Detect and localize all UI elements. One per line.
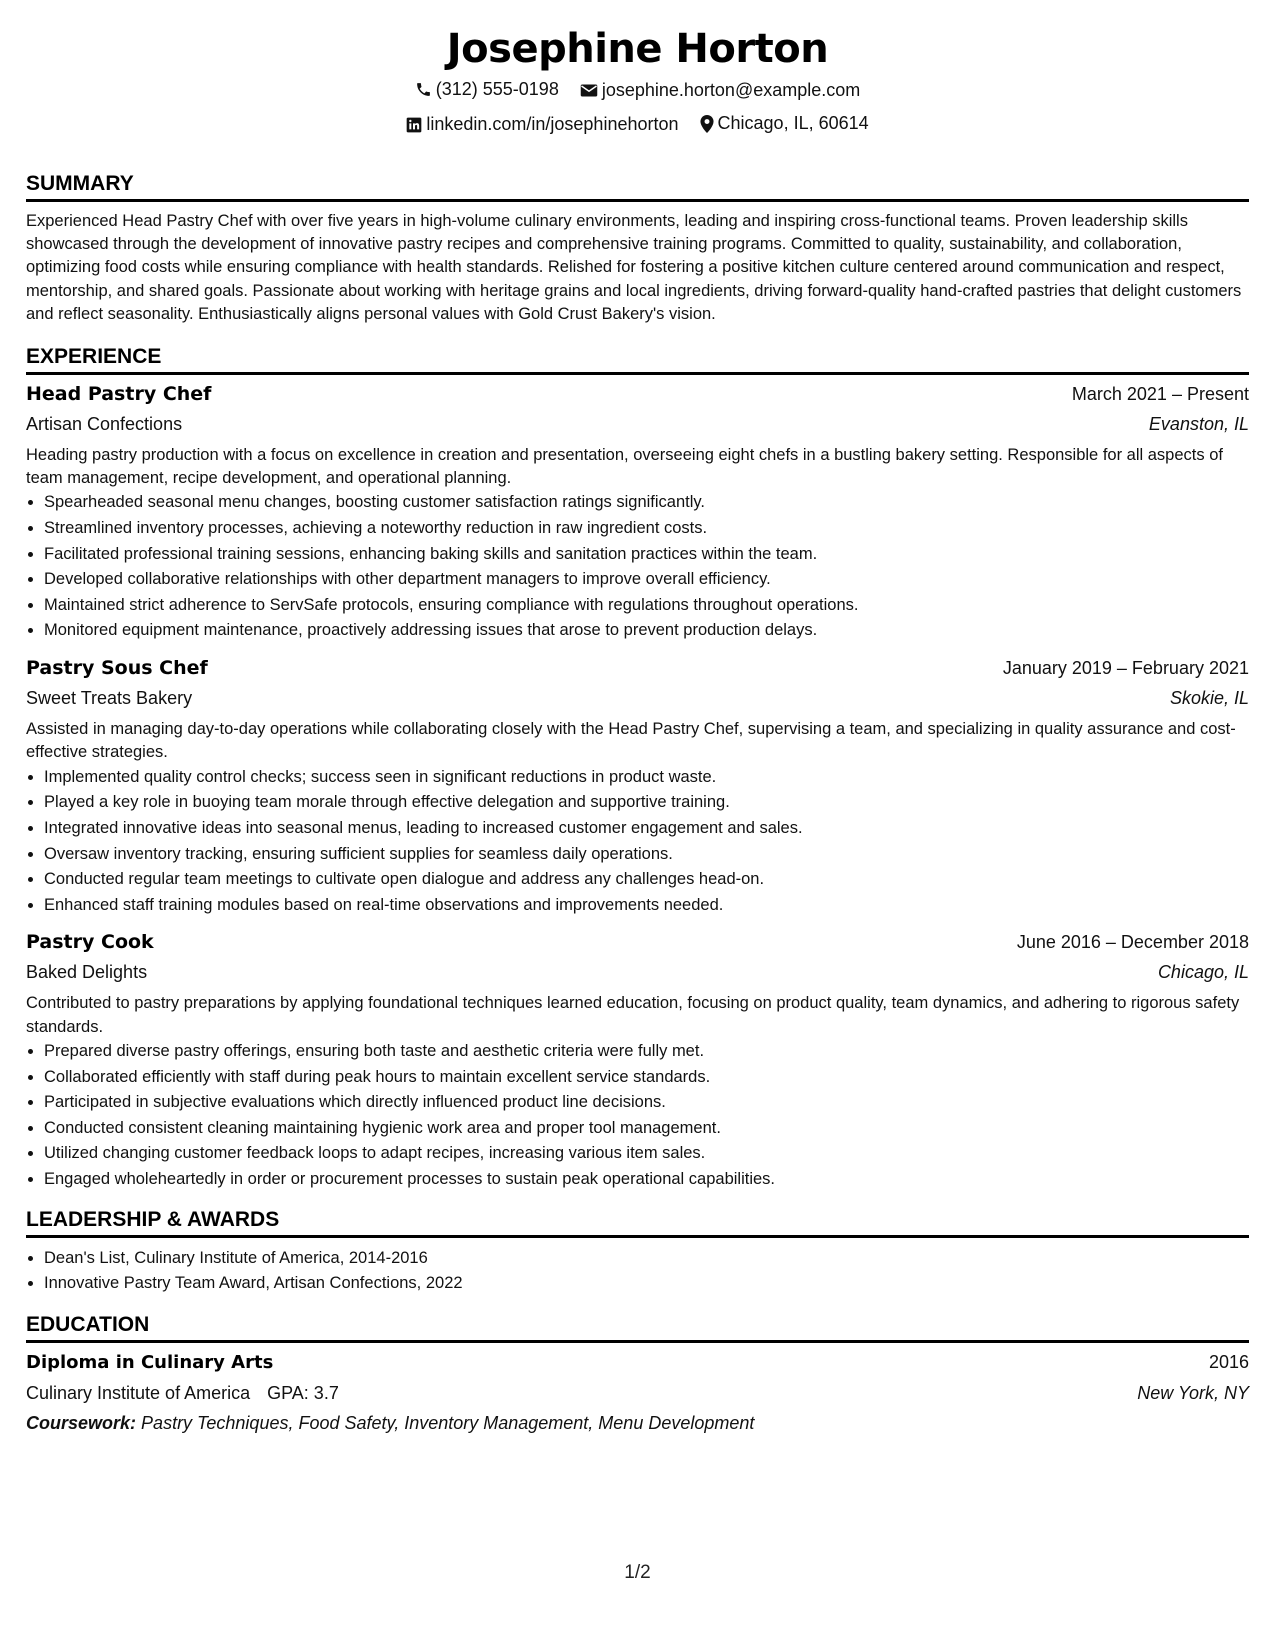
job-title: Pastry Sous Chef [26, 656, 208, 679]
job-company: Sweet Treats Bakery [26, 687, 193, 708]
coursework [26, 1408, 1249, 1438]
contact-row-2 [26, 108, 1249, 143]
job-title: Head Pastry Chef [26, 382, 212, 405]
school-info [26, 1378, 339, 1408]
list-item: • Participated in subjective evaluations which directly influenced product line decisions. [44, 1090, 1249, 1116]
contact-row-1 [26, 74, 1249, 108]
list-item: • Implemented quality control checks; success seen in significant reductions in product waste. [44, 765, 1249, 791]
linkedin-url[interactable]: linkedin.com/in/josephinehorton [426, 114, 679, 134]
candidate-name: Josephine Horton [446, 26, 829, 72]
list-item: • Played a key role in buoying team morale through effective delegation and supportive training. [44, 790, 1249, 816]
education-section [26, 1312, 1249, 1438]
coursework-list: Pastry Techniques, Food Safety, Inventory Management, Menu Development [141, 1412, 755, 1433]
summary-text: Experienced Head Pastry Chef with over five years in high-volume culinary environments, leading and inspiring cross-functional teams. Proven leadership skills showcased through the development of innovative pastry recipes and comprehensive training programs. Committed to quality, sustainability, and collaboration, optimizing food costs while ensuring compliance with health standards. Relished for fostering a positive kitchen culture centered around communication and respect, mentorship, and shared goals. Passionate about working with heritage grains and local ingredients, driving forward-quality hand-crafted pastries that delight customers and reflect seasonality. Enthusiastically aligns personal values with Gold Crust Bakery's vision. [26, 211, 1242, 324]
job-description: Contributed to pastry preparations by applying foundational techniques learned education, focusing on product quality, team dynamics, and adhering to rigorous safety standards. [26, 994, 1240, 1036]
list-item: • Engaged wholeheartedly in order or procurement processes to sustain peak operational capabilities. [44, 1167, 1249, 1193]
list-item: • Integrated innovative ideas into seasonal menus, leading to increased customer engagement and sales. [44, 816, 1249, 842]
job-bullets [26, 765, 1249, 919]
education-heading: EDUCATION [26, 1312, 1249, 1343]
list-item: • Conducted consistent cleaning maintaining hygienic work area and proper tool management. [44, 1116, 1249, 1142]
job-location: Chicago, IL [1157, 962, 1249, 983]
phone-number: (312) 555-0198 [435, 79, 559, 99]
location-text: Chicago, IL, 60614 [717, 113, 869, 133]
resume-page [26, 0, 1249, 1438]
summary-section [26, 171, 1249, 327]
job-location: Skokie, IL [1169, 687, 1249, 708]
job-bullets [26, 1039, 1249, 1193]
job-dates: June 2016 – December 2018 [1016, 932, 1249, 953]
job-subheader [26, 683, 1249, 713]
list-item: • Dean's List, Culinary Institute of America, 2014-2016 [44, 1246, 1249, 1272]
job-description: Assisted in managing day-to-day operations while collaborating closely with the Head Pastry Chef, supervising a team, and specializing in quality assurance and cost-effective strategies. [26, 719, 1236, 762]
degree-title: Diploma in Culinary Arts [26, 1351, 274, 1373]
resume-header [26, 0, 1249, 143]
email-contact[interactable] [580, 75, 860, 106]
job-header [26, 379, 1249, 409]
job-header [26, 653, 1249, 683]
job-subheader [26, 957, 1249, 987]
job-bullets [26, 490, 1249, 644]
email-address[interactable]: josephine.horton@example.com [601, 80, 861, 100]
list-item: • Innovative Pastry Team Award, Artisan Confections, 2022 [44, 1271, 1249, 1297]
job-entry [26, 653, 1249, 918]
list-item: • Oversaw inventory tracking, ensuring sufficient supplies for seamless daily operations. [44, 842, 1249, 868]
awards-section [26, 1207, 1249, 1297]
job-header [26, 927, 1249, 957]
linkedin-contact[interactable] [406, 109, 678, 140]
education-subheader [26, 1378, 1249, 1408]
education-header [26, 1347, 1249, 1378]
phone-contact [415, 74, 559, 105]
list-item: • Developed collaborative relationships with other department managers to improve overall efficiency. [44, 567, 1249, 593]
list-item: • Streamlined inventory processes, achieving a noteworthy reduction in raw ingredient costs. [44, 516, 1249, 542]
job-title: Pastry Cook [26, 931, 154, 954]
list-item: • Prepared diverse pastry offerings, ensuring both taste and aesthetic criteria were fully met. [44, 1039, 1249, 1065]
phone-icon [415, 81, 432, 98]
job-description: Heading pastry production with a focus on excellence in creation and presentation, overseeing eight chefs in a bustling bakery setting. Responsible for all aspects of team management, recipe development, and operational planning. [26, 445, 1223, 487]
job-company: Baked Delights [26, 962, 148, 983]
list-item: • Enhanced staff training modules based on real-time observations and improvements needed. [44, 893, 1249, 919]
gpa: GPA: 3.7 [267, 1382, 339, 1403]
list-item: • Maintained strict adherence to ServSafe protocols, ensuring compliance with regulations throughout operations. [44, 593, 1249, 619]
job-entry [26, 379, 1249, 644]
page-number: 1/2 [624, 1562, 651, 1583]
job-entry [26, 927, 1249, 1192]
location-contact [700, 108, 869, 139]
experience-section [26, 344, 1249, 1193]
list-item: • Conducted regular team meetings to cultivate open dialogue and address any challenges head-on. [44, 867, 1249, 893]
coursework-label: Coursework: [26, 1412, 137, 1433]
job-subheader [26, 409, 1249, 439]
envelope-icon [580, 83, 598, 98]
job-company: Artisan Confections [26, 413, 183, 434]
awards-list [26, 1246, 1249, 1297]
list-item: • Collaborated efficiently with staff during peak hours to maintain excellent service standards. [44, 1065, 1249, 1091]
experience-heading: EXPERIENCE [26, 344, 1249, 375]
job-location: Evanston, IL [1148, 413, 1249, 434]
school-name: Culinary Institute of America [26, 1382, 251, 1403]
list-item: • Spearheaded seasonal menu changes, boosting customer satisfaction ratings significantly. [44, 490, 1249, 516]
map-pin-icon [700, 115, 714, 133]
list-item: • Utilized changing customer feedback loops to adapt recipes, increasing various item sales. [44, 1141, 1249, 1167]
job-dates: January 2019 – February 2021 [1002, 657, 1249, 678]
linkedin-icon [406, 117, 422, 133]
awards-heading: LEADERSHIP & AWARDS [26, 1207, 1249, 1238]
education-year: 2016 [1208, 1351, 1249, 1372]
education-location: New York, NY [1137, 1382, 1249, 1403]
list-item: • Facilitated professional training sessions, enhancing baking skills and sanitation practices within the team. [44, 542, 1249, 568]
list-item: • Monitored equipment maintenance, proactively addressing issues that arose to prevent production delays. [44, 618, 1249, 644]
job-dates: March 2021 – Present [1071, 383, 1249, 404]
summary-heading: SUMMARY [26, 171, 1249, 202]
